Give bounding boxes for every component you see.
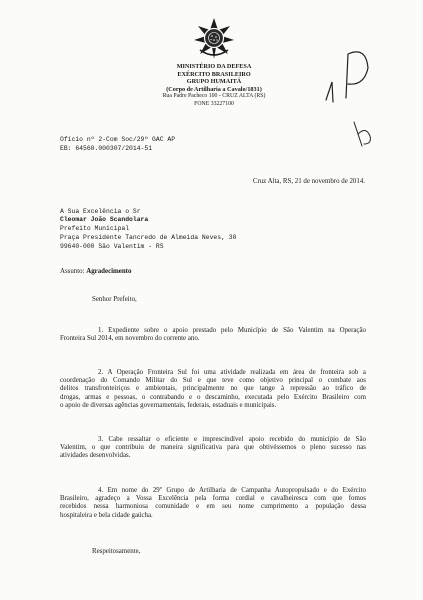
letterhead	[120, 63, 308, 109]
subject-value: Agradecimento	[86, 268, 132, 275]
ministry-name: MINISTÉRIO DA DEFESA	[176, 63, 252, 70]
handwritten-mark	[318, 40, 388, 150]
paragraph-line: atividades desenvolvidas.	[60, 452, 131, 460]
paragraph-line: 4. Em nome do 29º Grupo de Artilharia de Campanha Autopropulsado e do Exército	[98, 487, 366, 494]
paragraph-line: o apoio de diversas agências governamentais, federais, estaduais e municipais.	[60, 401, 277, 409]
paragraph-line: delitos transfronteiriços e ambientais, principalmente no que tange à repressão ao tráfico de	[60, 385, 366, 393]
paragraph-line: coordenação do Comando Militar do Sul e que teve como objetivo principal o combate aos	[60, 377, 366, 385]
paragraph-line: 1. Expediente sobre o apoio prestado pelo Município de São Valentim na Operação	[98, 327, 366, 334]
subject-label: Assunto:	[60, 268, 85, 275]
army-name: EXÉRCITO BRASILEIRO	[177, 70, 251, 78]
coat-of-arms-seal-icon	[192, 16, 236, 60]
paragraph-line: hospitaleira e bela cidade gaúcha.	[60, 511, 153, 519]
paragraph-line: Fronteira Sul 2014, em novembro do corrente ano.	[60, 335, 200, 343]
salutation: Senhor Prefeito,	[92, 296, 137, 303]
paragraph-line: drogas, armas e pessoas, o contrabando e o descaminho, executada pelo Exército Brasileiro com	[60, 393, 366, 401]
recipient-city: 99640-000 São Valentim - RS	[60, 243, 164, 250]
oficio-number: Ofício nº 2-Com Soc/29º GAC AP	[60, 136, 176, 143]
recipient-street: Praça Presidente Tancredo de Almeida Neves, 30	[60, 234, 237, 241]
group-name: GRUPO HUMAITÁ	[186, 78, 242, 86]
recipient-name: Cleomar João Scandolara	[60, 216, 149, 223]
letterhead-phone: FONE 33227100	[194, 100, 234, 107]
corps-name: (Corpo de Artilharia a Cavalo/1831)	[166, 85, 262, 93]
paragraph-3	[60, 436, 366, 461]
paragraph-4	[60, 487, 366, 520]
closing: Respeitosamente,	[92, 548, 141, 555]
eb-protocol: EB: 64560.000307/2014-51	[60, 145, 153, 152]
paragraph-line: 3. Cabe ressaltar o eficiente e imprescindível apoio recebido do município de São	[98, 436, 366, 443]
paragraph-line: Brasileiro, agradeço a Vossa Excelência pela forma cordial e cavalheiresca com que fomos	[60, 495, 366, 503]
date-line: Cruz Alta, RS, 21 de novembro de 2014.	[252, 178, 365, 185]
paragraph-line: recebidos nessa harmoniosa comunidade e em seu nome cumprimento a população dessa	[60, 503, 366, 511]
paragraph-1	[60, 327, 366, 343]
paragraph-line: Valentim, o que contribuiu de maneira significativa para que obtivéssemos o pleno sucesso nas	[60, 444, 366, 452]
subject-line	[60, 268, 131, 275]
paragraph-line: 2. A Operação Fronteira Sul foi uma atividade realizada em área de fronteira sob a	[98, 369, 366, 376]
recipient-line1: A Sua Excelência o Sr	[60, 208, 141, 215]
letterhead-address: Rua Padre Pacheco 100 - CRUZ ALTA (RS)	[162, 93, 266, 100]
paragraph-2	[60, 369, 366, 410]
recipient-role: Prefeito Municipal	[60, 225, 130, 232]
